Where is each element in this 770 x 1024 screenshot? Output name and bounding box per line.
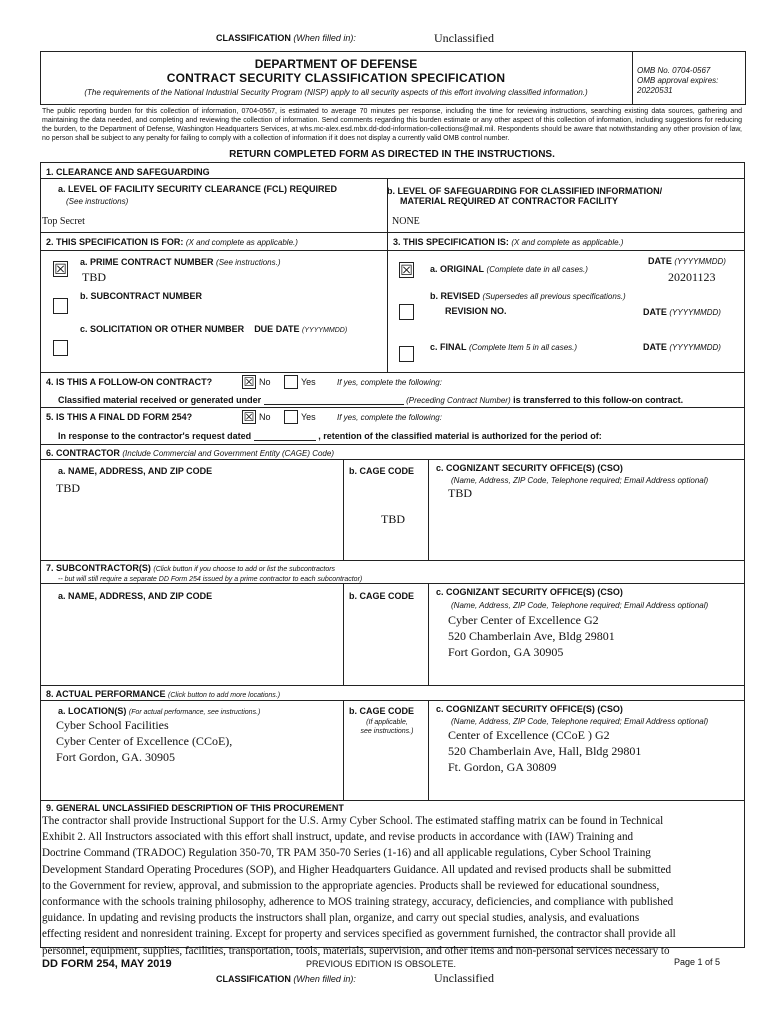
- fcl-hint: (See instructions): [66, 197, 129, 206]
- contractor-name-value[interactable]: TBD: [56, 481, 80, 495]
- contractor-cso-label: c. COGNIZANT SECURITY OFFICE(S) (CSO): [436, 463, 623, 473]
- subcontractor-cso-hint: (Name, Address, ZIP Code, Telephone required; Email Address optional): [451, 601, 709, 610]
- original-label: a. ORIGINAL (Complete date in all cases.): [430, 264, 588, 274]
- subcontract-label: b. SUBCONTRACT NUMBER: [80, 291, 202, 301]
- section-2-heading: 2. THIS SPECIFICATION IS FOR: (X and complete as applicable.): [46, 237, 298, 247]
- safeguarding-label: b. LEVEL OF SAFEGUARDING FOR CLASSIFIED INFORMATION/ MATERIAL REQUIRED AT CONTRACTOR FACILITY: [387, 186, 663, 206]
- solicitation-checkbox[interactable]: [53, 340, 68, 356]
- revised-date-label: DATE (YYYYMMDD): [643, 307, 721, 317]
- description-line: Exhibit 2. All Instructors associated with this effort shall instruct, update, and revise products in accordance with (IAW) Training and: [42, 831, 634, 844]
- followon-question: 4. IS THIS A FOLLOW-ON CONTRACT?: [46, 377, 213, 387]
- followon-no-checkbox[interactable]: ☒: [243, 375, 255, 389]
- safeguarding-value[interactable]: NONE: [392, 216, 420, 227]
- top-classification-label: CLASSIFICATION (When filled in):: [216, 33, 356, 43]
- subcontractor-cso-label: c. COGNIZANT SECURITY OFFICE(S) (CSO): [436, 587, 623, 597]
- retention-line: In response to the contractor's request dated , retention of the classified material is authorized for the period of:: [58, 431, 602, 441]
- contractor-name-label: a. NAME, ADDRESS, AND ZIP CODE: [58, 466, 213, 476]
- performance-cso-hint: (Name, Address, ZIP Code, Telephone required; Email Address optional): [451, 717, 709, 726]
- performance-cso-value[interactable]: Center of Excellence (CCoE ) G2 520 Chamberlain Ave, Hall, Bldg 29801 Ft. Gordon, GA 30809: [448, 728, 642, 774]
- revised-label: b. REVISED (Supersedes all previous specifications.): [430, 291, 626, 301]
- subcontract-checkbox[interactable]: [53, 298, 68, 314]
- performance-cso-label: c. COGNIZANT SECURITY OFFICE(S) (CSO): [436, 704, 623, 714]
- section-3-heading: 3. THIS SPECIFICATION IS: (X and complete as applicable.): [393, 237, 624, 247]
- followon-if-yes: If yes, complete the following:: [337, 378, 442, 387]
- final-checkbox[interactable]: [399, 346, 414, 362]
- final-dd254-yes-checkbox[interactable]: [284, 410, 298, 424]
- omb-info: OMB No. 0704-0567 OMB approval expires: 20220531: [637, 66, 719, 95]
- section-8-heading: 8. ACTUAL PERFORMANCE (Click button to add more locations.): [46, 689, 281, 699]
- performance-location-label: a. LOCATION(S) (For actual performance, see instructions.): [58, 706, 261, 716]
- bottom-classification-label: CLASSIFICATION (When filled in):: [216, 974, 356, 984]
- followon-yes-label: Yes: [301, 377, 316, 387]
- revision-no-label: REVISION NO.: [445, 306, 507, 316]
- obsolete-notice: PREVIOUS EDITION IS OBSOLETE.: [306, 959, 457, 969]
- description-line: effecting resident and nonresident training. Except for property and services specified as government furnished, the contractor shall provide all: [42, 928, 676, 941]
- form-number: DD FORM 254, MAY 2019: [42, 958, 172, 970]
- fcl-value[interactable]: Top Secret: [42, 216, 85, 227]
- performance-cage-label: b. CAGE CODE: [349, 706, 415, 716]
- prime-contract-label: a. PRIME CONTRACT NUMBER (See instructions.): [80, 257, 281, 267]
- description-line: to the Government for review, approval, and submission to the appropriate agencies. Products shall be reviewed for educational soundness,: [42, 879, 660, 892]
- performance-location-value[interactable]: Cyber School Facilities Cyber Center of Excellence (CCoE), Fort Gordon, GA. 30905: [56, 718, 233, 764]
- revised-checkbox[interactable]: [399, 304, 414, 320]
- subcontractor-name-label: a. NAME, ADDRESS, AND ZIP CODE: [58, 591, 213, 601]
- followon-no-label: No: [259, 377, 271, 387]
- fcl-label: a. LEVEL OF FACILITY SECURITY CLEARANCE (FCL) REQUIRED: [58, 184, 338, 194]
- original-date-value[interactable]: 20201123: [668, 270, 716, 284]
- top-classification-value: Unclassified: [434, 31, 494, 45]
- description-line: conformance with the schools training philosophy, adherence to MOS training strategy, accuracy, deficiencies, and compliance with published: [42, 896, 674, 909]
- section-1-heading: 1. CLEARANCE AND SAFEGUARDING: [46, 167, 210, 177]
- final-label: c. FINAL (Complete Item 5 in all cases.): [430, 342, 578, 352]
- final-dd254-no-checkbox[interactable]: ☒: [243, 410, 255, 424]
- description-line: Doctrine Command (TRADOC) Regulation 350-70, TR PAM 350-70 Series (1-16) and all applicable regulations, Cyber School Training: [42, 847, 651, 860]
- description-line: personnel, equipment, supplies, facilities, transportation, tools, materials, supervision, and other items and non-personal services necessary to: [42, 944, 670, 957]
- contractor-cso-hint: (Name, Address, ZIP Code, Telephone required; Email Address optional): [451, 476, 709, 485]
- final-dd254-if-yes: If yes, complete the following:: [337, 413, 442, 422]
- prime-contract-checkbox[interactable]: ☒: [54, 261, 67, 277]
- contractor-cage-label: b. CAGE CODE: [349, 466, 415, 476]
- solicitation-label: c. SOLICITATION OR OTHER NUMBER DUE DATE (YYYYMMDD): [80, 324, 348, 334]
- page-number: Page 1 of 5: [674, 957, 721, 967]
- performance-cage-hint: (If applicable, see instructions.): [360, 719, 414, 735]
- burden-statement: The public reporting burden for this collection of information, 0704-0567, is estimated to average 70 minutes per response, including the time for reviewing instructions, searching existing data sources, gathering and maintaining the data needed, and completing and reviewing the collection of information. Send comments regarding this burden estimate or any other aspect of this collection of information, including suggestions for reducing the burden, to the Department of Defense, Washington Headquarters Services, at whs.mc-alex.esd.mbx.dd-dod-information-collections@mail.mil. Respondents should be aware that notwithstanding any other provision of law, no person shall be subject to any penalty for failing to comply with a collection of information if it does not display a currently valid OMB control number.: [42, 108, 742, 142]
- original-date-label: DATE (YYYYMMDD): [648, 256, 726, 266]
- agency-title: DEPARTMENT OF DEFENSE: [254, 57, 418, 71]
- return-instructions: RETURN COMPLETED FORM AS DIRECTED IN THE INSTRUCTIONS.: [229, 149, 555, 160]
- followon-transfer-line: Classified material received or generated under (Preceding Contract Number) is transferred to this follow-on contract.: [58, 395, 684, 405]
- description-line: guidance. In updating and revising products the instructors shall plan, organize, and carry out special studies, analysis, and evaluations: [42, 912, 640, 925]
- form-subtitle: (The requirements of the National Industrial Security Program (NISP) apply to all security aspects of this effort involving classified information.): [84, 88, 588, 97]
- final-date-label: DATE (YYYYMMDD): [643, 342, 721, 352]
- final-dd254-yes-label: Yes: [301, 412, 316, 422]
- procurement-description[interactable]: [42, 813, 742, 959]
- contractor-cage-value[interactable]: TBD: [381, 512, 405, 526]
- description-line: Development Standard Operating Procedures (SOP), and Higher Headquarters Guidance. All updated and revised products shall be submitted: [42, 863, 672, 876]
- form-title: CONTRACT SECURITY CLASSIFICATION SPECIFICATION: [166, 71, 506, 85]
- bottom-classification-value: Unclassified: [434, 971, 494, 985]
- final-dd254-question: 5. IS THIS A FINAL DD FORM 254?: [46, 412, 193, 422]
- original-checkbox[interactable]: ☒: [400, 262, 413, 278]
- section-7-heading: 7. SUBCONTRACTOR(S) (Click button if you choose to add or list the subcontractors -- but will still require a separate DD Form 254 issued by a prime contractor to each subcontractor): [46, 563, 363, 583]
- subcontractor-cso-value[interactable]: Cyber Center of Excellence G2 520 Chamberlain Ave, Bldg 29801 Fort Gordon, GA 30905: [448, 613, 615, 659]
- subcontractor-cage-label: b. CAGE CODE: [349, 591, 415, 601]
- section-6-heading: 6. CONTRACTOR (Include Commercial and Government Entity (CAGE) Code): [46, 448, 334, 458]
- section-9-heading: 9. GENERAL UNCLASSIFIED DESCRIPTION OF THIS PROCUREMENT: [46, 803, 344, 813]
- contractor-cso-value[interactable]: TBD: [448, 486, 472, 500]
- prime-contract-value[interactable]: TBD: [82, 270, 106, 284]
- followon-yes-checkbox[interactable]: [284, 375, 298, 389]
- final-dd254-no-label: No: [259, 412, 271, 422]
- description-line: The contractor shall provide Instructional Support for the U.S. Army Cyber School. The estimated staffing matrix can be found in Technical: [42, 815, 664, 827]
